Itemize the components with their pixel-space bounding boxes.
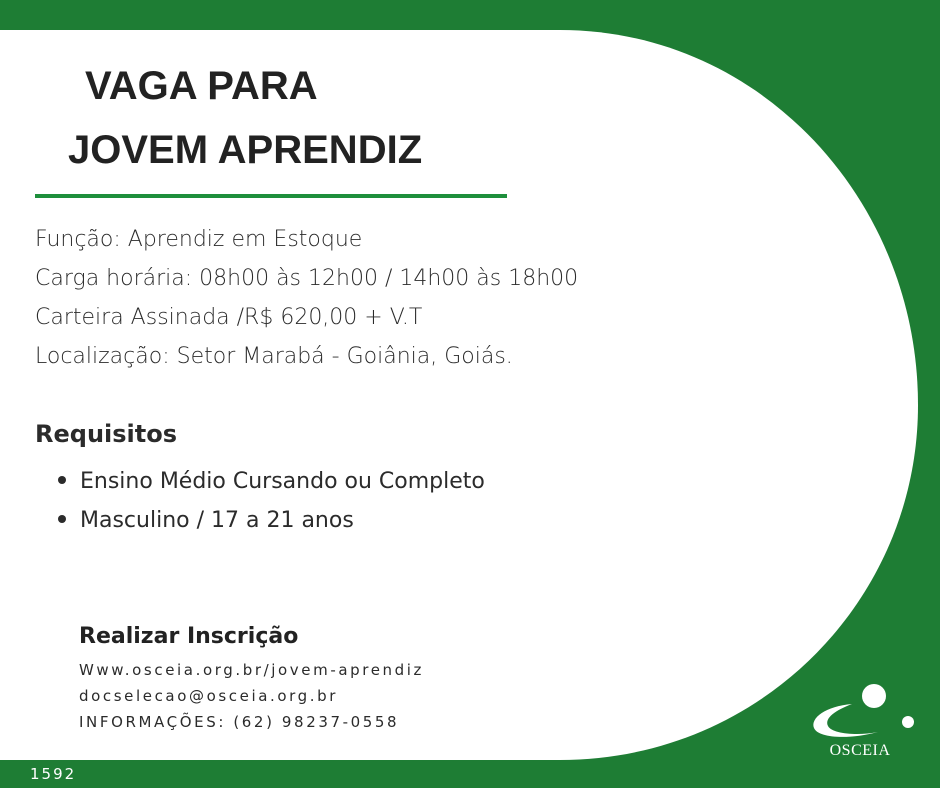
requirements-list bbox=[58, 462, 485, 540]
logo-name: OSCEIA bbox=[829, 742, 891, 759]
detail-hours: Carga horária: 08h00 às 12h00 / 14h00 às 18h00 bbox=[35, 266, 579, 291]
inscription-url-link[interactable]: Www.osceia.org.br/jovem-aprendiz bbox=[79, 661, 424, 679]
title-underline bbox=[35, 194, 507, 198]
job-details bbox=[35, 220, 578, 376]
page-title bbox=[0, 58, 520, 178]
inscription-email-link[interactable]: docselecao@osceia.org.br bbox=[79, 687, 339, 705]
title-line-2: JOVEM APRENDIZ bbox=[68, 128, 423, 172]
detail-function: Função: Aprendiz em Estoque bbox=[35, 227, 363, 252]
inscription-phone: INFORMAÇÕES: (62) 98237-0558 bbox=[79, 713, 400, 731]
inscription-info bbox=[79, 657, 424, 735]
title-line-1: VAGA PARA bbox=[85, 64, 318, 108]
detail-salary: Carteira Assinada /R$ 620,00 + V.T bbox=[35, 305, 423, 330]
inscription-title: Realizar Inscrição bbox=[79, 624, 299, 649]
requirements-title: Requisitos bbox=[35, 420, 178, 448]
requirement-item: Masculino / 17 a 21 anos bbox=[58, 501, 485, 540]
detail-location: Localização: Setor Marabá - Goiânia, Goiás. bbox=[35, 344, 513, 369]
requirement-item: Ensino Médio Cursando ou Completo bbox=[58, 462, 485, 501]
post-code: 1592 bbox=[30, 765, 77, 783]
